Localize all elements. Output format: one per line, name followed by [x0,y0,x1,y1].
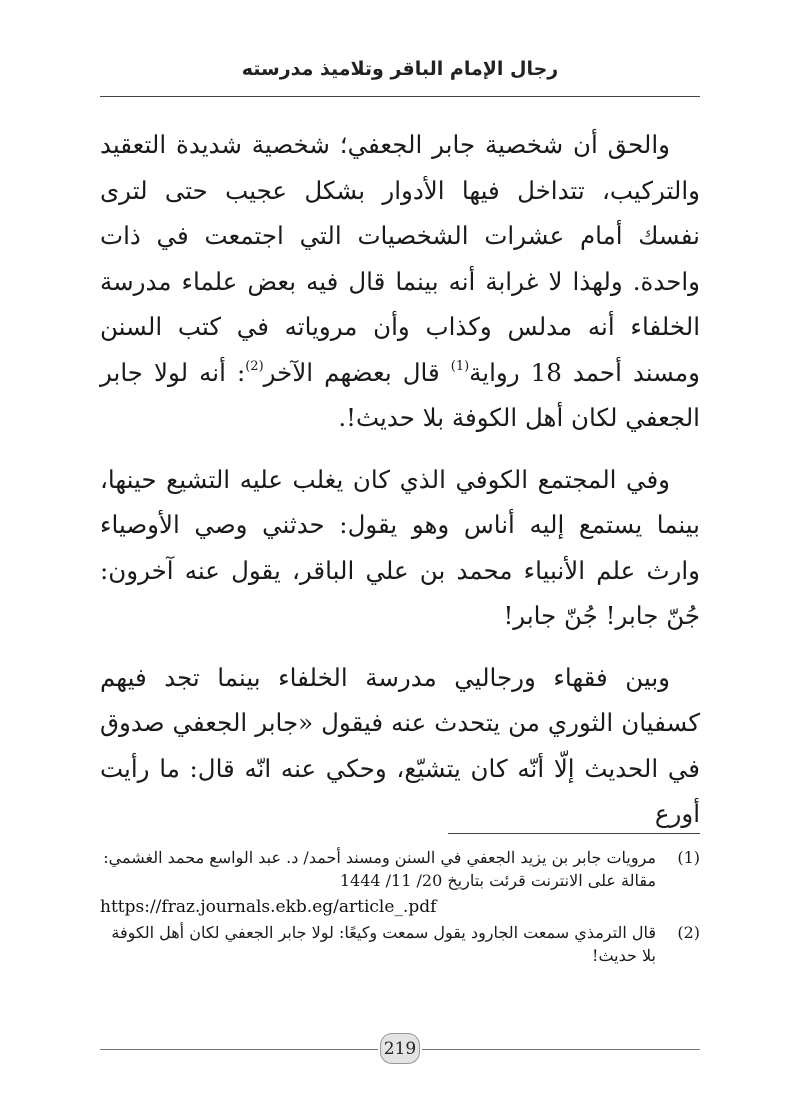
footnote-ref-1[interactable]: (1) [450,358,470,374]
footnote-2-number: (2) [677,923,700,942]
running-header-title: رجال الإمام الباقر وتلاميذ مدرسته [241,58,559,80]
footnote-1-number: (1) [677,848,700,867]
page-number-rule-left [100,1049,378,1050]
footnote-2 [100,921,700,967]
paragraph-1-part-b: قال بعضهم الآخر [263,357,451,387]
paragraph-1 [100,122,700,441]
footnote-2-text: قال الترمذي سمعت الجارود يقول سمعت وكيعًا: لولا جابر الجعفي لكان أهل الكوفة بلا حديث! [111,923,656,965]
paragraph-3: وبين فقهاء ورجاليي مدرسة الخلفاء بينما تجد فيهم كسفيان الثوري من يتحدث عنه فيقول «جابر الجعفي صدوق في الحديث إلّا أنّه كان يتشيّع، وحكي عنه انّه قال: ما رأيت أورع [100,662,700,828]
header-divider [100,96,700,97]
body-text [100,122,700,853]
paragraph-1-part-a: والحق أن شخصية جابر الجعفي؛ شخصية شديدة التعقيد والتركيب، تتداخل فيها الأدوار بشكل عجيب حتى لترى نفسك أمام عشرات الشخصيات التي اجتمعت في ذات واحدة. ولهذا لا غرابة أنه بينما قال فيه بعض علماء مدرسة الخلفاء أنه مدلس وكذاب وأن مروياته في كتب السنن ومسند أحمد 18 رواية [100,130,700,387]
footnote-ref-2[interactable]: (2) [245,358,264,374]
footnote-divider [448,833,700,834]
footnote-1 [100,846,700,892]
footnote-1-url[interactable]: https://fraz.journals.ekb.eg/article_.pdf [100,897,437,917]
footnotes [100,846,700,967]
footnote-1-text: مرويات جابر بن يزيد الجعفي في السنن ومسند أحمد/ د. عبد الواسع محمد الغشمي: مقالة على الانترنت قرئت بتاريخ 20/ 11/ 1444 [103,848,656,890]
paragraph-1-part-c: : أنه لولا جابر الجعفي لكان أهل الكوفة بلا حديث!. [100,357,700,432]
paragraph-2: وفي المجتمع الكوفي الذي كان يغلب عليه التشيع حينها، بينما يستمع إليه أناس وهو يقول: حدثني وصي الأوصياء وارث علم الأنبياء محمد بن علي الباقر، يقول عنه آخرون: جُنّ جابر! جُنّ جابر! [100,464,700,630]
page-number-rule-right [422,1049,700,1050]
page-number: 219 [380,1033,420,1064]
